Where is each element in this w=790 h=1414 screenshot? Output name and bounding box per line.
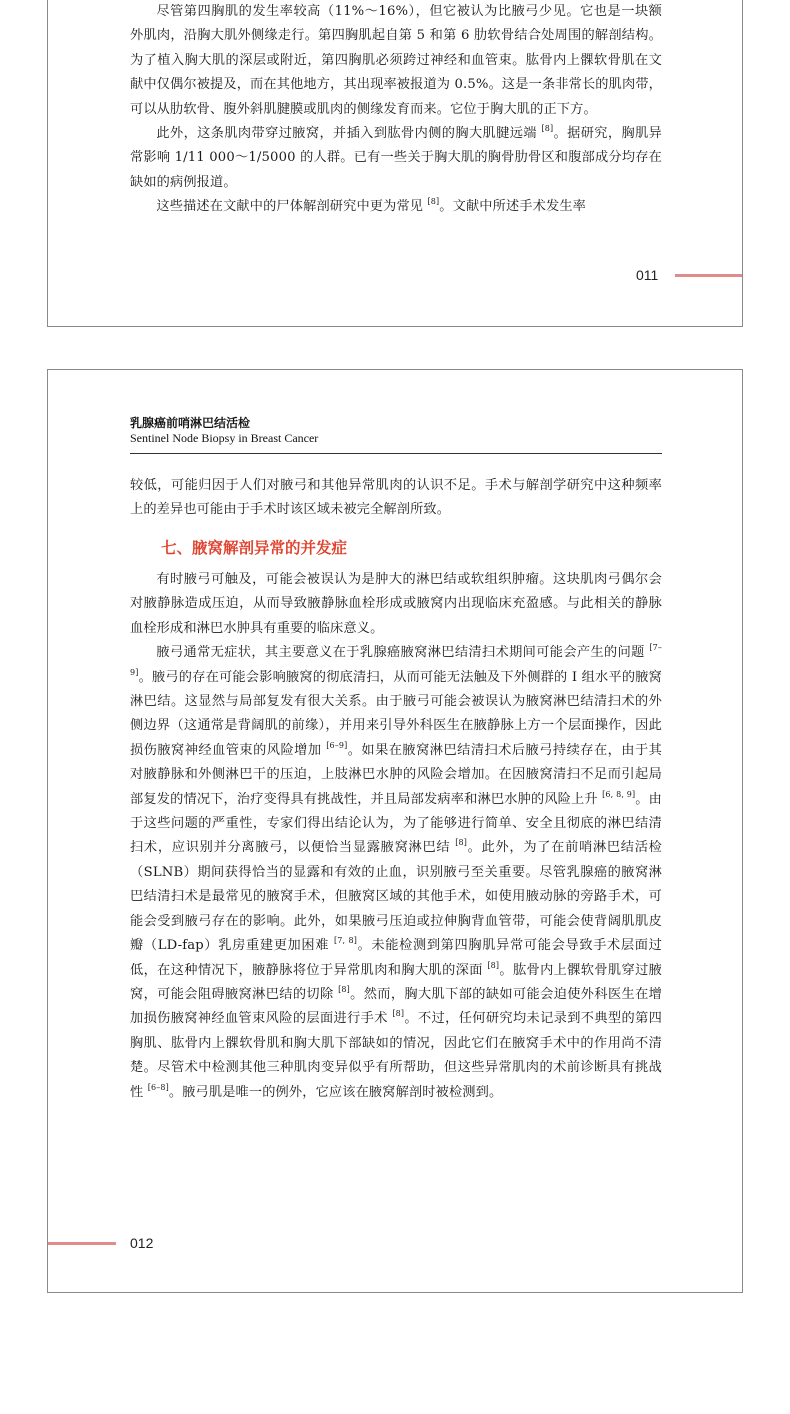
citation-ref: [7–9] xyxy=(130,643,662,677)
citation-ref: [8] xyxy=(487,960,500,970)
running-title-chinese: 乳腺癌前哨淋巴结活检 xyxy=(130,416,251,430)
text-run: 。然而，胸大肌下部的缺如可能会迫使外科医生在增加损伤腋窝神经血管束风险的层面进行手术 xyxy=(130,986,662,1027)
text-run: 。据研究，胸肌异常影响 1/11 000～1/5000 的人群。已有一些关于胸大肌的胸骨肋骨区和腹部成分均存在缺如的病例报道。 xyxy=(130,126,662,190)
citation-ref: [6–8] xyxy=(147,1082,169,1092)
paragraph xyxy=(130,195,662,219)
paragraph xyxy=(130,641,662,1105)
text-run: 较低，可能归因于人们对腋弓和其他异常肌肉的认识不足。手术与解剖学研究中这种频率上的差异也可能由于手术时该区域未被完全解剖所致。 xyxy=(130,478,662,518)
text-run: 。文献中所述手术发生率 xyxy=(439,199,586,215)
citation-ref: [8] xyxy=(455,838,468,848)
text-run: 。肱骨内上髁软骨肌穿过腋窝，可能会阻碍腋窝淋巴结的切除 xyxy=(130,962,662,1002)
citation-ref: [6, 8, 9] xyxy=(602,789,636,799)
text-run: 这些描述在文献中的尸体解剖研究中更为常见 xyxy=(156,199,428,215)
citation-ref: [8] xyxy=(392,1009,405,1019)
citation-ref: [6–9] xyxy=(326,740,348,750)
header-divider xyxy=(130,453,662,454)
paragraph xyxy=(130,474,662,523)
section-heading: 七、腋窝解剖异常的并发症 xyxy=(161,539,348,557)
text-run: 。此外，为了在前哨淋巴结活检（SLNB）期间获得恰当的显露和有效的止血，识别腋弓至关重要。尽管乳腺癌的腋窝淋巴结清扫术是最常见的腋窝手术，但腋窝区域的其他手术，如使用腋动脉的旁路手术，可能会受到腋弓存在的影响。此外，如果腋弓压迫或拉伸胸背血管带，可能会使背阔肌肌皮瓣（LD-fap）乳房重建更加困难 xyxy=(130,840,662,954)
text-run: 此外，这条肌肉带穿过腋窝，并插入到肱骨内侧的胸大肌腱远端 xyxy=(156,126,542,142)
citation-ref: [8] xyxy=(427,197,440,207)
citation-ref: [8] xyxy=(338,984,350,994)
page-number: 012 xyxy=(130,1235,154,1251)
text-run: 。腋弓的存在可能会影响腋窝的彻底清扫，从而可能无法触及下外侧群的 Ⅰ 组水平的腋窝淋巴结。这显然与局部复发有很大关系。由于腋弓可能会被误认为腋窝淋巴结清扫术的外侧边界（这通常是背阔肌的前缘），并用来引导外科医生在腋静脉上方一个层面操作，因此损伤腋窝神经血管束的风险增加 xyxy=(130,669,662,758)
text-run: 腋弓通常无症状，其主要意义在于乳腺癌腋窝淋巴结清扫术期间可能会产生的问题 xyxy=(156,645,650,661)
citation-ref: [7, 8] xyxy=(334,936,357,946)
paragraph xyxy=(130,568,662,641)
citation-ref: [8] xyxy=(541,124,554,134)
text-run: 。不过，任何研究均未记录到不典型的第四胸肌、肱骨内上髁软骨肌和胸大肌下部缺如的情况，因此它们在腋窝手术中的作用尚不清楚。尽管术中检测其他三种肌肉变异似乎有所帮助，但这些异常肌肉的术前诊断具有挑战性 xyxy=(130,1011,662,1100)
page-number: 011 xyxy=(636,267,659,283)
page-accent-bar xyxy=(675,274,743,277)
page1-body xyxy=(130,0,662,220)
text-run: 。如果在腋窝淋巴结清扫术后腋弓持续存在，由于其对腋静脉和外侧淋巴干的压迫，上肢淋巴水肿的风险会增加。在因腋窝清扫不足而引起局部复发的情况下，治疗变得具有挑战性，并且局部发病率和淋巴水肿的风险上升 xyxy=(130,742,662,807)
text-run: 。腋弓肌是唯一的例外，它应该在腋窝解剖时被检测到。 xyxy=(168,1084,503,1100)
text-run: 。未能检测到第四胸肌异常可能会导致手术层面过低，在这种情况下，腋静脉将位于异常肌肉和胸大肌的深面 xyxy=(130,938,662,978)
paragraph xyxy=(130,0,662,122)
continuation-text xyxy=(130,474,662,523)
text-run: 有时腋弓可触及，可能会被误认为是肿大的淋巴结或软组织肿瘤。这块肌肉弓偶尔会对腋静脉造成压迫，从而导致腋静脉血栓形成或腋窝内出现临床充盈感。与此相关的静脉血栓形成和淋巴水肿具有重要的临床意义。 xyxy=(130,572,662,636)
book-page-011 xyxy=(47,0,743,327)
paragraph xyxy=(130,122,662,195)
book-page-012 xyxy=(47,369,743,1293)
text-run: 尽管第四胸肌的发生率较高（11%～16%），但它被认为比腋弓少见。它也是一块额外肌肉，沿胸大肌外侧缘走行。第四胸肌起自第 5 和第 6 肋软骨结合处周围的解剖结构。为了植入胸大肌的深层或附近，第四胸肌必须跨过神经和血管束。肱骨内上髁软骨肌在文献中仅偶尔被提及，而在其他地方，其出现率被报道为 0.5%。这是一条非常长的肌肉带，可以从肋软骨、腹外斜肌腱膜或肌肉的侧缘发育而来。它位于胸大肌的正下方。 xyxy=(130,4,662,117)
page-accent-bar xyxy=(48,1242,116,1245)
text-run: 。由于这些问题的严重性，专家们得出结论认为，为了能够进行简单、安全且彻底的淋巴结清扫术，应识别并分离腋弓，以便恰当显露腋窝淋巴结 xyxy=(130,791,662,856)
section-body xyxy=(130,568,662,1105)
running-title-english: Sentinel Node Biopsy in Breast Cancer xyxy=(130,431,319,445)
